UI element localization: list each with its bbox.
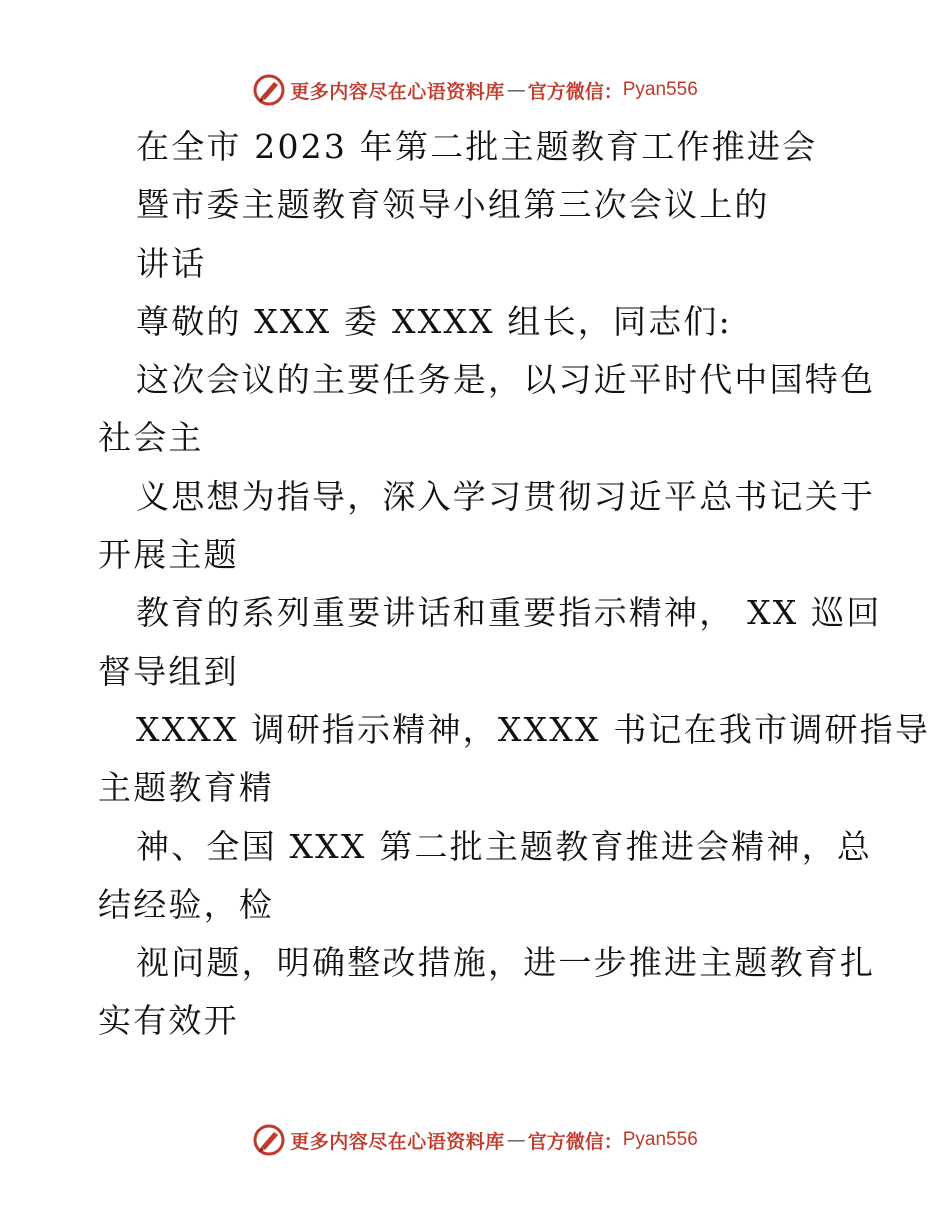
- text-line-title-2: 暨市委主题教育领导小组第三次会议上的: [136, 185, 770, 225]
- header-watermark: [0, 72, 950, 108]
- watermark-code: Pyan556: [622, 1129, 698, 1150]
- watermark-site-text: 更多内容尽在心语资料库: [290, 1130, 505, 1153]
- text-line: 神、全国 XXX 第二批主题教育推进会精神，总: [136, 826, 873, 866]
- text-line: 义思想为指导，深入学习贯彻习近平总书记关于: [136, 476, 876, 516]
- pen-logo-icon: [252, 73, 286, 107]
- text-line: 社会主: [98, 418, 204, 458]
- text-line: 实有效开: [98, 1001, 239, 1041]
- text-line-title-1: 在全市 2023 年第二批主题教育工作推进会: [136, 127, 818, 166]
- watermark-dash: —: [506, 1129, 526, 1151]
- text-line-salutation: 尊敬的 XXX 委 XXXX 组长，同志们:: [136, 301, 732, 341]
- text-line: XXXX 调研指示精神，XXXX 书记在我市调研指导: [136, 709, 931, 749]
- pen-logo-icon: [252, 1123, 286, 1157]
- text-line: 主题教育精: [98, 768, 274, 808]
- text-line-title-3: 讲话: [136, 243, 207, 283]
- text-line: 这次会议的主要任务是，以习近平时代中国特色: [136, 360, 876, 400]
- document-body: [98, 118, 931, 1051]
- text-line: 督导组到: [98, 651, 239, 691]
- text-line: 视问题，明确整改措施，进一步推进主题教育扎: [136, 943, 876, 983]
- footer-watermark: [0, 1122, 950, 1158]
- text-line: 教育的系列重要讲话和重要指示精神， XX 巡回: [136, 593, 882, 633]
- watermark-code: Pyan556: [622, 79, 698, 100]
- watermark-dash: —: [506, 79, 526, 101]
- watermark-label-text: 官方微信：: [527, 80, 623, 103]
- watermark-label-text: 官方微信：: [527, 1130, 623, 1153]
- text-line: 结经验，检: [98, 884, 274, 924]
- text-line: 开展主题: [98, 535, 239, 575]
- watermark-site-text: 更多内容尽在心语资料库: [290, 80, 505, 103]
